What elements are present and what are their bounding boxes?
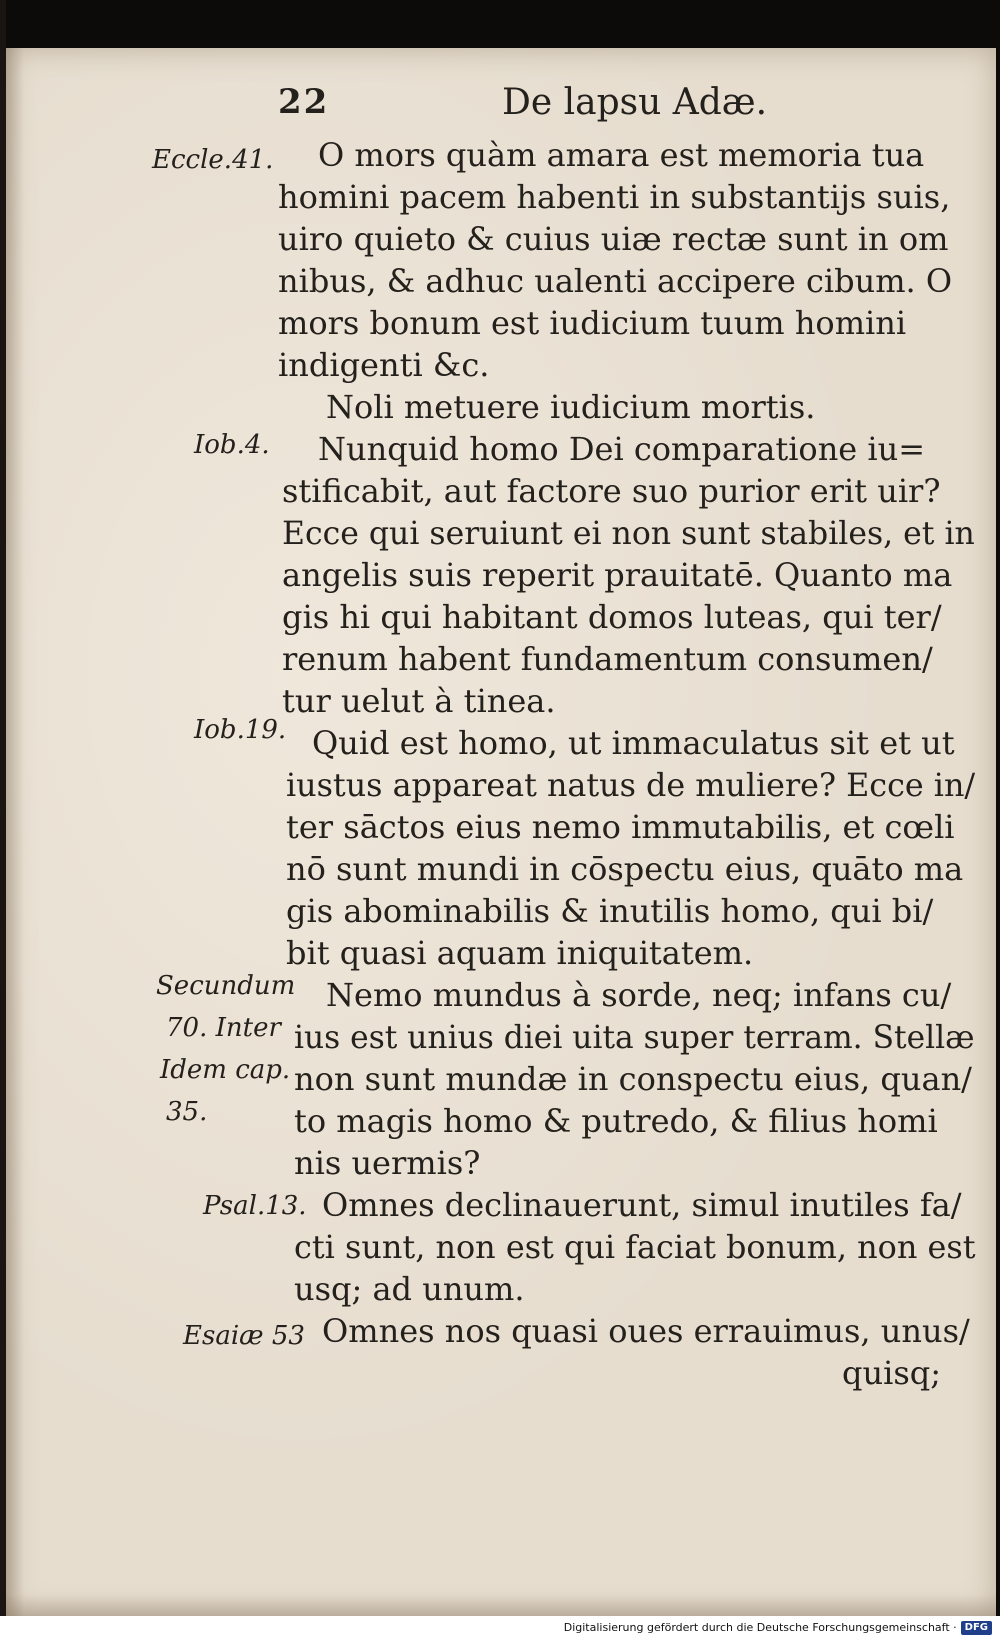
text-line: iustus appareat natus de muliere? Ecce in/ — [286, 766, 976, 804]
text-line: usq; ad unum. — [294, 1270, 525, 1308]
text-line: Omnes declinauerunt, simul inutiles fa/ — [322, 1186, 962, 1224]
margin-note: 35. — [166, 1097, 208, 1127]
text-line: bit quasi aquam iniquitatem. — [286, 934, 754, 972]
margin-note: 70. Inter — [166, 1013, 281, 1043]
margin-note: Psal.13. — [203, 1191, 307, 1221]
text-line: nibus, & adhuc ualenti accipere cibum. O — [278, 262, 953, 300]
text-line: stificabit, aut factore suo purior erit uir? — [282, 472, 941, 510]
margin-note: Iob.19. — [194, 715, 287, 745]
digitization-credit — [0, 1616, 1000, 1640]
text-line: uiro quieto & cuius uiæ rectæ sunt in om — [278, 220, 949, 258]
margin-note: Idem cap. — [160, 1055, 291, 1085]
text-line: ter sāctos eius nemo immutabilis, et cœli — [286, 808, 955, 846]
text-line: indigenti &c. — [278, 346, 490, 384]
running-title: De lapsu Adæ. — [502, 82, 768, 123]
text-line: gis abominabilis & inutilis homo, qui bi/ — [286, 892, 934, 930]
text-line: angelis suis reperit prauitatē. Quanto ma — [282, 556, 953, 594]
margin-note: Iob.4. — [194, 430, 270, 460]
text-line: to magis homo & putredo, & filius homi — [294, 1102, 938, 1140]
text-line: homini pacem habenti in substantijs suis, — [278, 178, 951, 216]
text-line: nis uermis? — [294, 1144, 481, 1182]
margin-note: Eccle.41. — [152, 145, 274, 175]
margin-note: Secundum — [156, 971, 296, 1001]
margin-note: Esaiæ 53 — [183, 1321, 305, 1351]
text-line: nō sunt mundi in cōspectu eius, quāto ma — [286, 850, 964, 888]
page-number: 22 — [278, 82, 330, 122]
text-line: ius est unius diei uita super terram. Stellæ — [294, 1018, 975, 1056]
credit-text: Digitalisierung gefördert durch die Deutsche Forschungsgemeinschaft · — [563, 1621, 957, 1634]
text-line: Noli metuere iudicium mortis. — [326, 388, 816, 426]
text-line: O mors quàm amara est memoria tua — [318, 136, 925, 174]
text-line: Quid est homo, ut immaculatus sit et ut — [312, 724, 955, 762]
text-line: cti sunt, non est qui faciat bonum, non est — [294, 1228, 976, 1266]
text-line: non sunt mundæ in conspectu eius, quan/ — [294, 1060, 972, 1098]
text-line: renum habent fundamentum consumen/ — [282, 640, 933, 678]
text-line: gis hi qui habitant domos luteas, qui ter/ — [282, 598, 942, 636]
text-line: mors bonum est iudicium tuum homini — [278, 304, 907, 342]
text-line: Nemo mundus à sorde, neq; infans cu/ — [326, 976, 952, 1014]
text-line: Nunquid homo Dei comparatione iu= — [318, 430, 926, 468]
text-line: Ecce qui seruiunt ei non sunt stabiles, et in — [282, 514, 975, 552]
text-line: quisq; — [842, 1354, 942, 1392]
dfg-logo: DFG — [961, 1621, 992, 1635]
text-line: tur uelut à tinea. — [282, 682, 556, 720]
text-line: Omnes nos quasi oues errauimus, unus/ — [322, 1312, 970, 1350]
